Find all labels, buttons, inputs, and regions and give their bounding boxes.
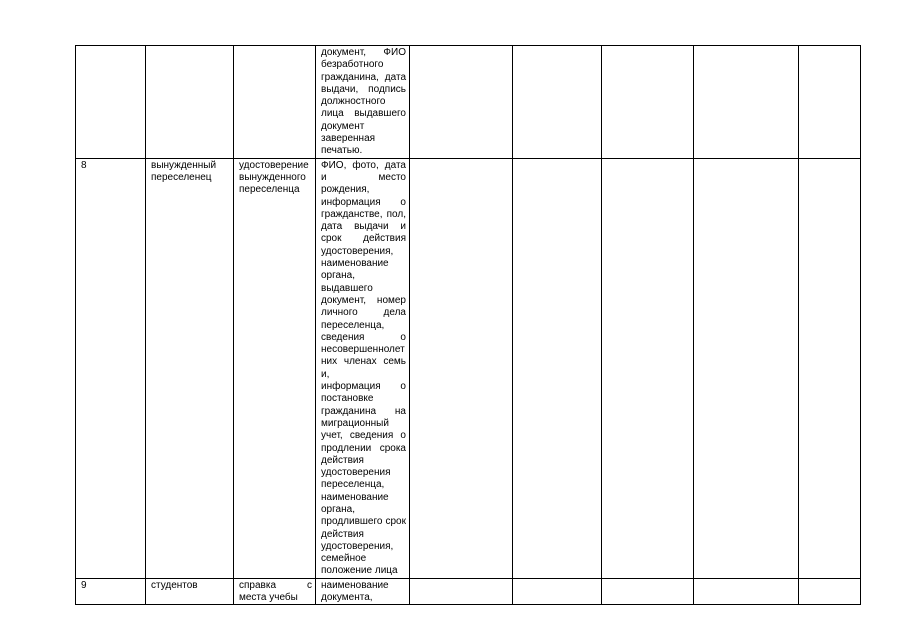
cell-text-line: продлении срока [321,442,406,454]
cell-text-line: миграционный [321,417,389,429]
cell-text-line: информация о [321,381,406,393]
details-cell [316,46,410,159]
details-cell [316,158,410,578]
cell-text-line: удостоверения, [321,540,394,552]
empty-cell [513,158,602,578]
category-cell [146,158,234,578]
cell-text-line: документ, ФИО [321,47,406,58]
cell-text-line: справка с [239,579,312,591]
cell-text-line: наименование [321,258,389,270]
cell-text-line: выдавшего [321,282,373,294]
cell-text-line: должностного [321,96,386,108]
cell-text-line: вынужденный [151,159,217,171]
cell-text-line: информация о [321,196,406,208]
cell-text-line: документ, номер [321,294,406,306]
cell-text-line: учет, сведения о [321,430,406,442]
cell-text-line: продлившего срок [321,516,406,528]
cell-text-line: документа, [321,592,373,604]
empty-cell [410,46,513,159]
cell-text-line: переселенца, [321,319,385,331]
cell-text-line: переселенца, [321,479,385,491]
cell-text-line: переселенца [239,184,300,196]
cell-text-line: печатью. [321,145,363,157]
empty-cell [799,46,861,159]
empty-cell [799,158,861,578]
empty-cell [799,578,861,605]
cell-text-line: лица выдавшего [321,108,406,120]
document-cell [234,578,316,605]
empty-cell [513,578,602,605]
cell-text-line: несовершеннолет [321,344,405,356]
document-cell [234,158,316,578]
empty-cell [410,158,513,578]
empty-cell [602,158,694,578]
empty-cell [602,46,694,159]
cell-text-line: и место [321,171,406,183]
row-number-cell: 9 [76,578,146,605]
table-body [76,46,861,605]
cell-text-line: них членах семьи, [321,356,406,380]
category-cell [146,46,234,159]
details-cell [316,578,410,605]
cell-text-line: сведения о [321,331,406,343]
cell-text-line: действия [321,528,364,540]
table-row [76,158,861,578]
cell-text-line: удостоверения [321,467,391,479]
empty-cell [513,46,602,159]
cell-text-line: удостоверения, [321,245,394,257]
cell-text-line: переселенец [151,171,212,183]
document-table [75,45,861,605]
cell-text-line: документ [321,120,365,132]
category-cell [146,578,234,605]
table-row [76,578,861,605]
cell-text-line: гражданстве, пол, [321,208,406,220]
document-cell [234,46,316,159]
empty-cell [694,578,799,605]
empty-cell [694,158,799,578]
table-row [76,46,861,159]
cell-text-line: выдачи, подпись [321,83,406,95]
cell-text-line: дата выдачи и [321,221,406,233]
cell-text-line: гражданина на [321,405,406,417]
cell-text-line: органа, [321,503,355,515]
cell-text-line: рождения, [321,184,370,196]
cell-text-line: удостоверение [239,159,309,171]
cell-text-line: действия [321,454,364,466]
cell-text-line: ФИО, фото, дата [321,159,406,171]
cell-text-line: срок действия [321,233,406,245]
cell-text-line: постановке [321,393,374,405]
cell-text-line: безработного [321,59,384,71]
cell-text-line: личного дела [321,307,406,319]
empty-cell [410,578,513,605]
cell-text-line: вынужденного [239,171,306,183]
cell-text-line: заверенная [321,133,376,145]
empty-cell [694,46,799,159]
cell-text-line: наименование [321,491,389,503]
row-number-cell [76,46,146,159]
cell-text-line: органа, [321,270,355,282]
cell-text-line: студентов [151,579,198,591]
cell-text-line: наименование [321,579,389,591]
empty-cell [602,578,694,605]
cell-text-line: места учебы [239,592,298,604]
cell-text-line: положение лица [321,565,398,577]
cell-text-line: семейное [321,553,367,565]
cell-text-line: гражданина, дата [321,71,406,83]
row-number-cell: 8 [76,158,146,578]
